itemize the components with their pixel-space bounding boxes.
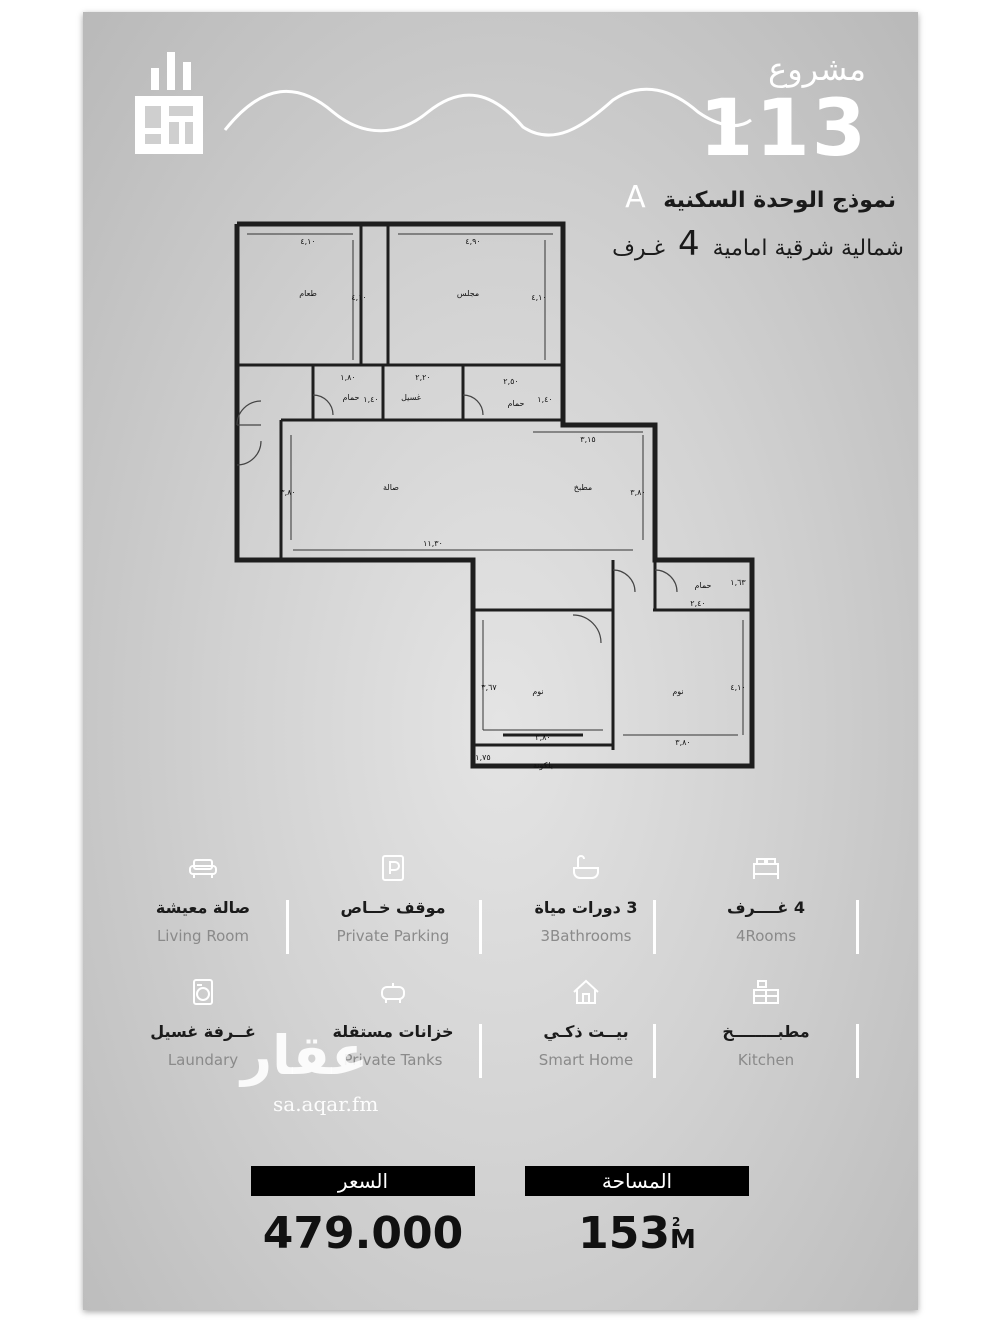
feature-ar: غــرفة غسيل [150, 1022, 256, 1041]
dimension-label: ٢,٥٠ [503, 377, 519, 386]
dimension-label: ٤,٩٠ [465, 237, 481, 246]
area-number: 153 [578, 1208, 670, 1259]
room-label: صالة [383, 483, 399, 492]
separator [479, 900, 482, 954]
floor-plan [233, 220, 763, 790]
separator [856, 1024, 859, 1078]
feature-en: Private Parking [336, 927, 450, 945]
room-label: طعام [299, 289, 317, 298]
room-label: بلكونة [533, 761, 553, 770]
kitchen-icon [751, 978, 781, 1006]
bed-icon [751, 854, 781, 882]
dimension-label: ١١,٣٠ [423, 539, 443, 548]
separator [653, 1024, 656, 1078]
dimension-label: ١,٨٠ [340, 373, 356, 382]
feature-ar: بيــت ذكـي [543, 1022, 629, 1041]
price-value: 479.000 [262, 1208, 464, 1259]
dimension-label: ٤,١٠ [531, 293, 547, 302]
separator [856, 900, 859, 954]
feature-ar: 3 دورات مياة [534, 898, 638, 917]
feature-bathrooms [496, 854, 676, 945]
tank-icon [378, 978, 408, 1006]
feature-parking [303, 854, 483, 945]
unit-model-title [625, 180, 896, 215]
room-label: حمام [507, 399, 525, 408]
feature-ar: خزانات مستقلة [332, 1022, 454, 1041]
room-label: نوم [672, 687, 684, 696]
dimension-label: ٣,٨٠ [675, 738, 691, 747]
room-label: مطبخ [573, 483, 593, 492]
washing-machine-icon [188, 978, 218, 1006]
dimension-label: ١,٤٠ [537, 395, 553, 404]
feature-en: 3Bathrooms [540, 927, 632, 945]
parking-icon [378, 854, 408, 882]
room-label: نوم [532, 687, 544, 696]
room-label: حمام [694, 581, 712, 590]
dimension-label: ٤,١٠ [351, 293, 367, 302]
feature-en: Laundary [167, 1051, 239, 1069]
sofa-icon [188, 854, 218, 882]
feature-en: Kitchen [737, 1051, 795, 1069]
dimension-label: ٣,٨٠ [630, 488, 646, 497]
feature-living-room [113, 854, 293, 945]
dimension-label: ٤,١٠ [300, 237, 316, 246]
dimension-label: ٢,٢٠ [415, 373, 431, 382]
feature-ar: 4 غــــرف [726, 898, 806, 917]
room-label: حمام [342, 393, 360, 402]
brand-logo-icon [133, 52, 205, 156]
area-value [525, 1208, 749, 1259]
feature-en: Private Tanks [343, 1051, 443, 1069]
watermark-url: sa.aqar.fm [273, 1092, 379, 1116]
unit-model-letter: A [625, 180, 646, 215]
brochure-card [83, 12, 918, 1310]
feature-ar: صالة معيشة [155, 898, 251, 917]
dimension-label: ٣,١٥ [580, 435, 596, 444]
area-unit: 2 M [669, 1215, 696, 1255]
feature-rooms [676, 854, 856, 945]
dimension-label: ٣,٦٧ [481, 683, 497, 692]
watermark-logo: عقار [241, 1024, 369, 1087]
rooms-word: غـرف [612, 236, 666, 261]
room-label: غسيل [401, 393, 421, 402]
dimension-label: ١,٤٠ [363, 395, 379, 404]
feature-smart-home [496, 978, 676, 1069]
unit-direction-text: شمالية شرقية امامية [712, 236, 904, 261]
feature-ar: مطبــــــــخ [722, 1022, 810, 1041]
separator [479, 1024, 482, 1078]
rooms-number: 4 [678, 224, 700, 264]
separator [653, 900, 656, 954]
project-number: 113 [699, 84, 868, 174]
smart-home-icon [571, 978, 601, 1006]
dimension-label: ١,٧٥ [475, 753, 491, 762]
bathtub-icon [571, 854, 601, 882]
feature-en: Living Room [156, 927, 250, 945]
feature-ar: موقف خــاص [340, 898, 446, 917]
feature-kitchen [676, 978, 856, 1069]
price-label: السعر [251, 1166, 475, 1196]
dimension-label: ٤,١٠ [730, 683, 746, 692]
dimension-label: ٣,٨٠ [535, 733, 551, 742]
project-label: مشروع [768, 50, 866, 88]
area-label: المساحة [525, 1166, 749, 1196]
room-label: مجلس [456, 289, 480, 298]
dimension-label: ١,٦٣ [730, 578, 746, 587]
feature-en: Smart Home [538, 1051, 634, 1069]
unit-model-label: نموذج الوحدة السكنية [663, 188, 896, 213]
feature-en: 4Rooms [735, 927, 797, 945]
separator [286, 900, 289, 954]
wave-decoration [223, 82, 753, 142]
dimension-label: ٢,٤٠ [690, 599, 706, 608]
dimension-label: ٣,٨٠ [280, 488, 296, 497]
